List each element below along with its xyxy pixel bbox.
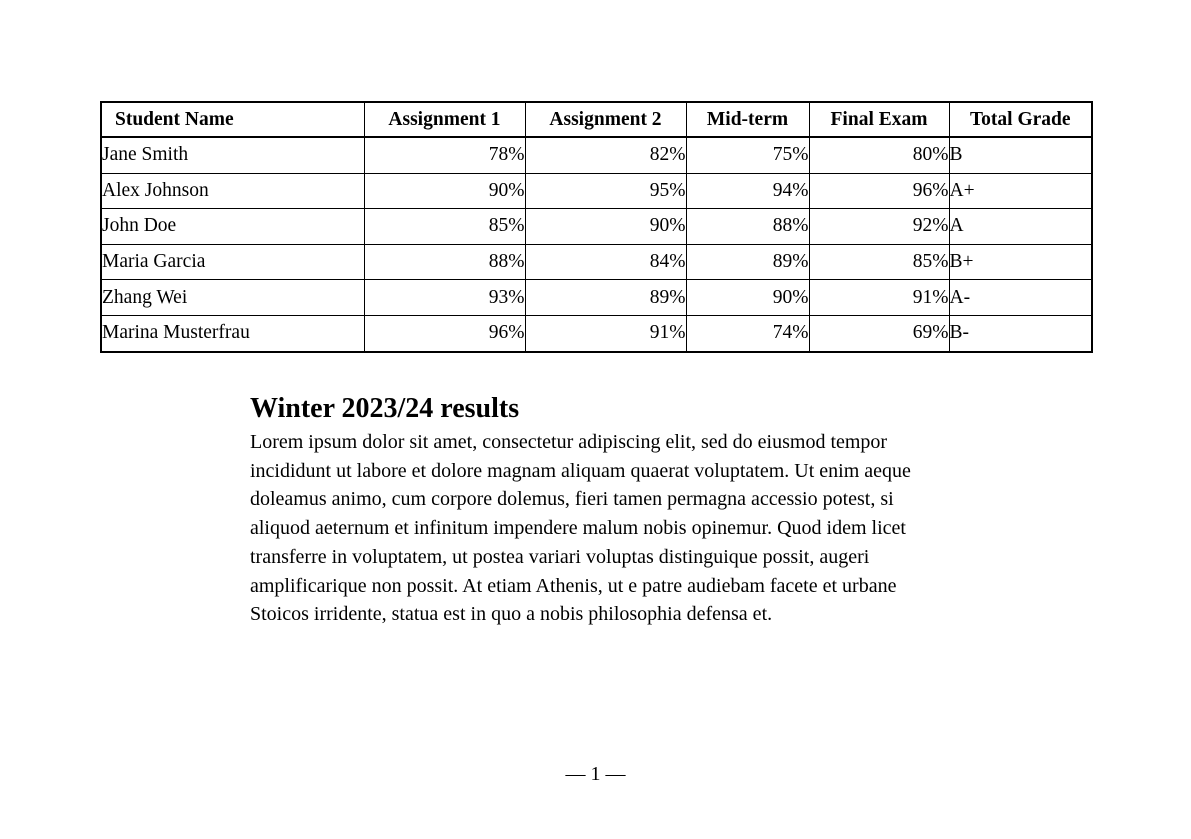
cell-assignment-2: 91% (525, 315, 686, 351)
cell-total-grade: A+ (949, 173, 1092, 209)
cell-total-grade: B (949, 137, 1092, 173)
cell-mid-term: 75% (686, 137, 809, 173)
col-header-final-exam: Final Exam (809, 102, 949, 137)
table-row (101, 173, 1092, 209)
section-heading: Winter 2023/24 results (250, 393, 520, 424)
cell-mid-term: 88% (686, 209, 809, 245)
cell-student-name: Zhang Wei (101, 280, 364, 316)
cell-final-exam: 69% (809, 315, 949, 351)
cell-mid-term: 94% (686, 173, 809, 209)
cell-assignment-1: 88% (364, 244, 525, 280)
cell-student-name: John Doe (101, 209, 364, 245)
page-number: — 1 — (565, 763, 626, 785)
cell-total-grade: A (949, 209, 1092, 245)
cell-assignment-2: 95% (525, 173, 686, 209)
cell-assignment-1: 90% (364, 173, 525, 209)
cell-total-grade: A- (949, 280, 1092, 316)
col-header-assignment-2: Assignment 2 (525, 102, 686, 137)
cell-total-grade: B+ (949, 244, 1092, 280)
cell-mid-term: 74% (686, 315, 809, 351)
cell-assignment-1: 93% (364, 280, 525, 316)
section-body-paragraph: Lorem ipsum dolor sit amet, consectetur adipiscing elit, sed do eiusmod tempor incididunt ut labore et dolore magnam aliquam quaerat voluptatem. Ut enim aeque doleamus animo, cum corpore dolemus, fieri tamen permagna accessio potest, si aliquod aeternum et infinitum impendere malum nobis opinemur. Quod idem licet transferre in voluptatem, ut postea variari voluptas distinguique possit, augeri amplificarique non possit. At etiam Athenis, ut e patre audiebam facete et urbane Stoicos irridente, statua est in quo a nobis philosophia defensa et. (250, 431, 911, 626)
col-header-mid-term: Mid-term (686, 102, 809, 137)
table-row (101, 315, 1092, 351)
table-row (101, 244, 1092, 280)
cell-student-name: Marina Musterfrau (101, 315, 364, 351)
cell-student-name: Alex Johnson (101, 173, 364, 209)
cell-assignment-2: 82% (525, 137, 686, 173)
table-row (101, 209, 1092, 245)
table-header-row (101, 102, 1092, 137)
cell-assignment-2: 89% (525, 280, 686, 316)
cell-total-grade: B- (949, 315, 1092, 351)
cell-assignment-1: 96% (364, 315, 525, 351)
table-row (101, 280, 1092, 316)
cell-final-exam: 85% (809, 244, 949, 280)
page-footer (0, 763, 1191, 786)
cell-assignment-2: 90% (525, 209, 686, 245)
cell-student-name: Maria Garcia (101, 244, 364, 280)
cell-student-name: Jane Smith (101, 137, 364, 173)
col-header-student-name: Student Name (101, 102, 364, 137)
cell-final-exam: 91% (809, 280, 949, 316)
cell-mid-term: 89% (686, 244, 809, 280)
cell-final-exam: 80% (809, 137, 949, 173)
cell-final-exam: 92% (809, 209, 949, 245)
cell-assignment-1: 78% (364, 137, 525, 173)
cell-final-exam: 96% (809, 173, 949, 209)
cell-mid-term: 90% (686, 280, 809, 316)
cell-assignment-1: 85% (364, 209, 525, 245)
table-row (101, 137, 1092, 173)
cell-assignment-2: 84% (525, 244, 686, 280)
grades-table (100, 101, 1093, 353)
col-header-assignment-1: Assignment 1 (364, 102, 525, 137)
col-header-total-grade: Total Grade (949, 102, 1092, 137)
results-section (250, 393, 943, 629)
